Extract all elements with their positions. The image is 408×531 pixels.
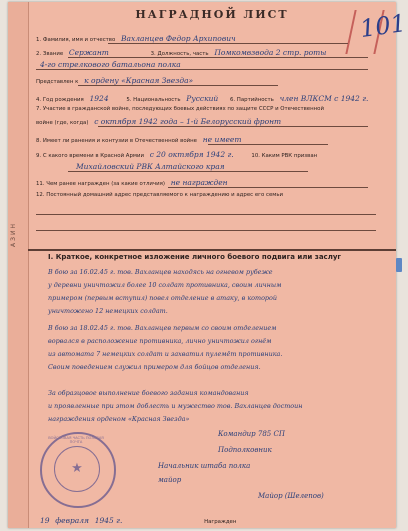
field-row-2b [36,60,181,72]
field-num: 12. [36,192,45,198]
field-row-4 [36,94,368,106]
field-label: Звание [42,51,64,57]
field-value: Михайловский РВК Алтайского края [76,162,225,171]
field-value: Вахланцев Федор Архипович [121,34,236,43]
field-label: Постоянный домашний адрес представляемого к награждению и адрес его семьи [46,192,284,198]
chief-of-staff-line: Начальник штаба полка [158,462,251,470]
seal-inner-ring [54,446,100,492]
field-label: Фамилия, имя и отчество [42,37,116,43]
field-row-3 [36,76,193,88]
field-num: 2. [36,51,42,57]
section-title: I. Краткое, конкретное изложение личного боевого подвига или заслуг [48,253,342,261]
field-value-2: Помкомвзвода 2 стр. роты [214,48,327,57]
field-value: с октября 1942 года – 1-й Белорусский фронт [94,117,282,126]
field-label: Участие в гражданской войне, последующих боевых действиях по защите СССР и Отечественной [42,106,324,112]
rank-line: Подполковник [218,446,272,454]
field-value-2: Русский [186,94,219,103]
field-label: Представлен к [36,79,79,85]
field-row-9b [36,162,225,174]
field-value: не награжден [170,178,228,187]
field-value: Сержант [68,48,109,57]
field-num: 1. [36,37,42,43]
field-label-3: 6. Партийность [229,97,274,103]
award-sheet [8,2,408,528]
underline [68,171,308,172]
underline [208,144,328,145]
underline [98,126,368,127]
body-line: из автомата 7 немецких солдат и захватил пулемёт противника. [48,350,283,358]
underline [68,57,368,58]
field-row-8 [36,135,242,147]
field-num: 7. [36,106,42,112]
section-divider [28,249,396,251]
body-line: награждения орденом «Красная Звезда» [48,415,190,423]
body-line: За образцовое выполнение боевого задания командования [48,389,249,397]
body-line: В бою за 16.02.45 г. тов. Вахланцев находясь на огневом рубеже [48,268,273,276]
document-title: НАГРАДНОЙ ЛИСТ [135,8,289,21]
body-line: и проявленные при этом доблесть и мужество тов. Вахланцев достоин [48,402,303,410]
spine-text: АЗИН [10,222,17,247]
underline [168,187,368,188]
date-month: февраля [55,516,89,525]
corner-number: 101 [358,8,408,44]
field-label-2: 10. Каким РВК призван [251,153,318,159]
body-line: Своим поведением служил примером для бойцов отделения. [48,363,261,371]
bookmark-tab[interactable] [396,258,402,272]
field-label: Год рождения [42,97,84,103]
rank-line-2: майор [158,476,182,484]
sheet-spine [8,2,29,528]
body-line: уничтожено 12 немецких солдат. [48,307,168,315]
underline [36,214,376,215]
body-line: В бою за 18.02.45 г. тов. Вахланцев первым со своим отделением [48,324,277,332]
body-line: у деревни уничтожил более 10 солдат противника, своим личным [48,281,282,289]
date-year: 1945 г. [94,516,123,525]
commander-line: Командир 785 СП [218,430,285,438]
field-row-2 [36,48,326,60]
field-row-9 [36,150,317,162]
field-label: Чем ранее награжден (за какие отличия) [46,181,165,187]
field-label: войне (где, когда) [36,120,89,126]
seal-text: ВОЙСКОВАЯ ЧАСТЬ ПОЛЕВАЯ ПОЧТА [48,436,104,444]
underline [36,69,368,70]
body-line: ворвался в расположение противника, лично уничтожил огнём [48,337,272,345]
underline [36,230,376,231]
field-value: 1924 [89,94,109,103]
field-label-2: 5. Национальность [126,97,181,103]
field-label: Имеет ли ранения и контузии в Отечественной войне [42,138,197,144]
field-row-7b [36,117,281,129]
field-value: с 20 октября 1942 г. [149,150,234,159]
star-icon: ★ [71,461,83,476]
field-row-12 [36,192,283,204]
underline [78,85,278,86]
field-num: 8. [36,138,42,144]
field-row-1 [36,34,236,46]
field-value-3: член ВЛКСМ с 1942 г. [279,94,369,103]
field-row-11 [36,178,228,190]
field-label-2: 3. Должность, часть [150,51,209,57]
footer [36,516,386,525]
field-label: С какого времени в Красной Армии [42,153,144,159]
awarded-label: Награжден [204,519,237,525]
official-seal [40,432,116,508]
field-num: 4. [36,97,42,103]
field-value: не имеет [202,135,242,144]
signer-line: Майор (Шелепов) [258,492,324,500]
body-line: примером (первым вступил) повел отделение в атаку, в которой [48,294,277,302]
underline [108,43,348,44]
date-day: 19 [40,516,50,525]
field-num: 11. [36,181,45,187]
field-value: 4-го стрелкового батальона полка [40,60,181,69]
field-value: к ордену «Красная Звезда» [84,76,194,85]
field-num: 9. [36,153,42,159]
